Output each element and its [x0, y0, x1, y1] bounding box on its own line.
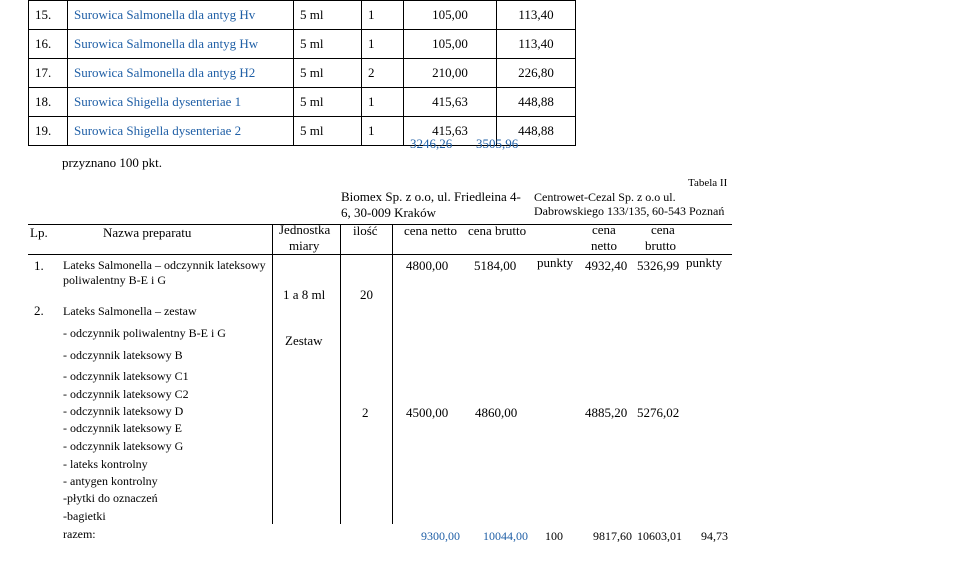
list-item: - odczynnik lateksowy B: [63, 348, 183, 362]
row-volume: 5 ml: [294, 59, 362, 88]
item1-gross: 5184,00: [474, 258, 517, 273]
row-gross: 448,88: [497, 88, 576, 117]
row-volume: 5 ml: [294, 1, 362, 30]
item2-lp: 2.: [34, 303, 44, 318]
totals-points-1: 100: [545, 529, 563, 543]
row-net: 415,63: [404, 117, 497, 146]
header-name: Nazwa preparatu: [103, 225, 192, 240]
totals-net: 9300,00: [421, 529, 460, 543]
row-name: Surowica Shigella dysenteriae 2: [68, 117, 294, 146]
row-gross: 448,88: [497, 117, 576, 146]
list-item: -bagietki: [63, 509, 106, 523]
item1-qty: 20: [360, 287, 373, 302]
list-item: - lateks kontrolny: [63, 457, 148, 471]
row-net: 210,00: [404, 59, 497, 88]
row-net: 415,63: [404, 88, 497, 117]
item1-net: 4800,00: [406, 258, 449, 273]
totals-gross2: 10603,01: [637, 529, 682, 543]
vendor2-line1: Centrowet-Cezal Sp. z o.o ul.: [534, 190, 676, 204]
header-lp: Lp.: [30, 225, 48, 240]
item1-net2: 4932,40: [585, 258, 628, 273]
row-qty: 2: [362, 59, 404, 88]
header-gross2-line1: cena: [651, 222, 675, 237]
item2-gross: 4860,00: [475, 405, 518, 420]
item2-unit: Zestaw: [285, 333, 323, 348]
header-bottom-rule: [28, 254, 732, 255]
row-net: 105,00: [404, 30, 497, 59]
row-name: Surowica Salmonella dla antyg H2: [68, 59, 294, 88]
row-volume: 5 ml: [294, 30, 362, 59]
header-net2-line2: netto: [591, 238, 617, 253]
column-divider-qty: [392, 224, 393, 524]
list-item: - odczynnik lateksowy G: [63, 439, 184, 453]
item2-net2: 4885,20: [585, 405, 628, 420]
item1-gross2: 5326,99: [637, 258, 680, 273]
awarded-points-note: przyznano 100 pkt.: [62, 155, 163, 170]
item2-name: Lateks Salmonella – zestaw: [63, 304, 197, 318]
header-unit-line1: Jednostka: [279, 222, 331, 237]
row-lp: 17.: [29, 59, 68, 88]
list-item: - odczynnik lateksowy C1: [63, 369, 189, 383]
column-divider-unit: [340, 224, 341, 524]
list-item: - odczynnik lateksowy D: [63, 404, 184, 418]
row-volume: 5 ml: [294, 117, 362, 146]
row-volume: 5 ml: [294, 88, 362, 117]
row-qty: 1: [362, 88, 404, 117]
list-item: - antygen kontrolny: [63, 474, 158, 488]
row-net: 105,00: [404, 1, 497, 30]
item1-lp: 1.: [34, 258, 44, 273]
table-row: [29, 30, 576, 59]
row-lp: 18.: [29, 88, 68, 117]
table-row: [29, 1, 576, 30]
top-price-table: [28, 0, 576, 146]
row-qty: 1: [362, 117, 404, 146]
row-lp: 15.: [29, 1, 68, 30]
row-name: Surowica Salmonella dla antyg Hv: [68, 1, 294, 30]
header-unit-line2: miary: [289, 238, 320, 253]
item1-points-label: punkty: [537, 255, 574, 270]
row-gross: 113,40: [497, 30, 576, 59]
header-gross: cena brutto: [468, 223, 527, 238]
header-net2-line1: cena: [592, 222, 616, 237]
item2-qty: 2: [362, 405, 369, 420]
row-qty: 1: [362, 1, 404, 30]
header-net: cena netto: [404, 223, 458, 238]
item1-name-line2: poliwalentny B-E i G: [63, 273, 166, 287]
vendor1-line2: 6, 30-009 Kraków: [341, 205, 436, 220]
item1-points-label-2: punkty: [686, 255, 723, 270]
item2-gross2: 5276,02: [637, 405, 680, 420]
table-row: [29, 88, 576, 117]
table-row: [29, 59, 576, 88]
vendor1-line1: Biomex Sp. z o.o, ul. Friedleina 4-: [341, 189, 521, 204]
list-item: - odczynnik lateksowy C2: [63, 387, 189, 401]
row-lp: 19.: [29, 117, 68, 146]
column-divider-name: [272, 224, 273, 524]
item2-net: 4500,00: [406, 405, 449, 420]
row-lp: 16.: [29, 30, 68, 59]
vendor2-line3: 60-543 Poznań: [652, 204, 725, 218]
list-item: - odczynnik poliwalentny B-E i G: [63, 326, 226, 340]
row-name: Surowica Salmonella dla antyg Hw: [68, 30, 294, 59]
row-gross: 113,40: [497, 1, 576, 30]
table-label: Tabela II: [688, 177, 728, 189]
row-gross: 226,80: [497, 59, 576, 88]
totals-gross: 10044,00: [483, 529, 528, 543]
list-item: - odczynnik lateksowy E: [63, 421, 182, 435]
item1-unit: 1 a 8 ml: [283, 287, 326, 302]
header-qty: ilość: [353, 223, 378, 238]
top-table-body: [29, 1, 576, 146]
top-total-gross: 3505,96: [476, 136, 519, 151]
row-qty: 1: [362, 30, 404, 59]
vendor2-line2: Dabrowskiego 133/135,: [534, 204, 650, 218]
top-total-net: 3246,26: [410, 136, 453, 151]
totals-label: razem:: [63, 527, 96, 541]
list-item: -płytki do oznaczeń: [63, 491, 158, 505]
row-name: Surowica Shigella dysenteriae 1: [68, 88, 294, 117]
totals-points-2: 94,73: [701, 529, 728, 543]
item1-name-line1: Lateks Salmonella – odczynnik lateksowy: [63, 258, 266, 272]
totals-net2: 9817,60: [593, 529, 632, 543]
header-gross2-line2: brutto: [645, 238, 677, 253]
